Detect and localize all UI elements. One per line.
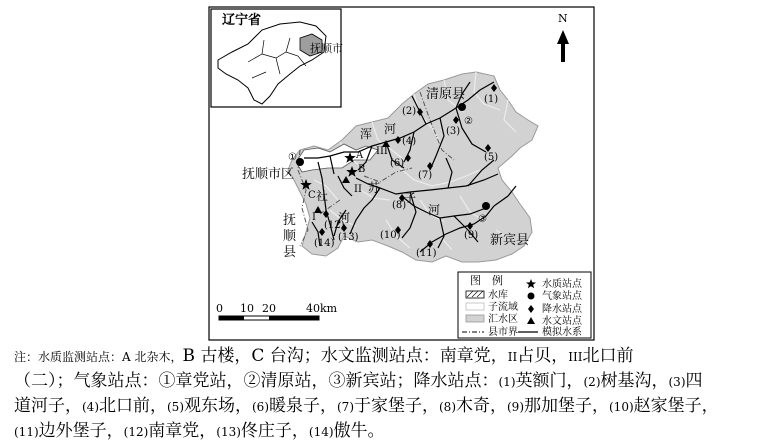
svg-text:20: 20 xyxy=(262,302,276,315)
site-label-r14: (14) xyxy=(314,238,335,249)
site-label-w2: ② xyxy=(464,116,473,127)
river-label-hun-2: 河 xyxy=(384,122,397,136)
label-fushun-county-1: 抚 xyxy=(283,213,297,228)
legend-title: 图 例 xyxy=(470,274,503,287)
river-label-she-1: 社 xyxy=(316,189,329,203)
legend-reservoir: 水库 xyxy=(488,290,508,301)
legend-subbasin: 子流域 xyxy=(488,302,518,313)
site-label-r11: (11) xyxy=(416,248,437,259)
svg-text:10: 10 xyxy=(240,302,254,315)
inset-city-label: 抚顺市 xyxy=(310,42,343,55)
site-label-I: I xyxy=(312,212,316,223)
legend-boundary: 县市界 xyxy=(488,327,518,338)
circle-icon xyxy=(528,293,535,300)
circle-icon xyxy=(296,158,304,166)
site-label-r2: (2) xyxy=(402,106,417,117)
site-label-r10: (10) xyxy=(380,230,401,241)
site-label-r6: (6) xyxy=(390,158,405,169)
site-label-r3: (3) xyxy=(446,126,461,137)
legend-catchment: 汇水区 xyxy=(488,314,518,325)
site-label-r13: (13) xyxy=(338,232,359,243)
river-label-su-3: 河 xyxy=(428,203,441,217)
inset-province-label: 辽宁省 xyxy=(222,13,262,28)
label-fushun-county-3: 县 xyxy=(283,245,297,260)
site-label-II: II xyxy=(354,184,362,195)
site-label-A: A xyxy=(356,150,364,161)
site-label-III: III xyxy=(376,146,388,157)
svg-text:40km: 40km xyxy=(306,302,338,315)
svg-text:0: 0 xyxy=(216,302,223,315)
legend-wq-site: 水质站点 xyxy=(542,279,582,290)
figure-caption: 注：水质监测站点：A 北杂木，B 古楼，C 台沟；水文监测站点：南章党，II占贝，III北口前 （二）；气象站点：①章党站，②清原站，③新宾站；降水站点：(1)英额门，(2)树基沟，(3)四 道河子，(4)北口前，(5)观东场，(6)暖泉子，(7)于家堡子，(8)木奇，(9)那加堡子，(10)赵家堡子， (11)边外堡子，(12)南章党，(13)佟庄子，(14)傲牛。 xyxy=(14,346,719,441)
site-label-C: C xyxy=(308,190,316,201)
legend xyxy=(458,272,591,338)
legend-hydro-site: 水文站点 xyxy=(542,316,582,327)
caption-note: 注：水质监测站点：A 北杂木， xyxy=(14,350,183,364)
label-fushun-city: 抚顺市区 xyxy=(242,167,295,182)
site-label-r12: (12) xyxy=(324,220,345,231)
legend-met-site: 气象站点 xyxy=(542,291,582,302)
site-label-r8: (8) xyxy=(392,200,407,211)
site-label-r7: (7) xyxy=(418,170,433,181)
site-label-w3: ③ xyxy=(478,214,487,225)
inset-map xyxy=(211,9,343,107)
site-label-r9: (9) xyxy=(464,230,479,241)
site-label-w1: ① xyxy=(288,152,297,163)
label-fushun-county-2: 顺 xyxy=(283,229,297,244)
river-label-she-2: 河 xyxy=(338,211,351,225)
site-label-r4: (4) xyxy=(402,136,417,147)
label-xinbin: 新宾县 xyxy=(490,233,530,248)
river-label-su-1: 苏 xyxy=(368,181,381,195)
river-label-su-2: 子 xyxy=(404,191,417,205)
site-label-r5: (5) xyxy=(484,152,499,163)
site-label-B: B xyxy=(358,164,366,175)
label-qingyuan: 清原县 xyxy=(426,87,466,102)
circle-icon xyxy=(482,202,490,210)
legend-sim-river: 模拟水系 xyxy=(542,327,582,338)
svg-text:N: N xyxy=(558,12,568,25)
river-label-hun-1: 浑 xyxy=(360,127,373,141)
site-label-r1: (1) xyxy=(484,94,499,105)
circle-icon xyxy=(458,103,466,111)
legend-rain-site: 降水站点 xyxy=(542,304,582,315)
